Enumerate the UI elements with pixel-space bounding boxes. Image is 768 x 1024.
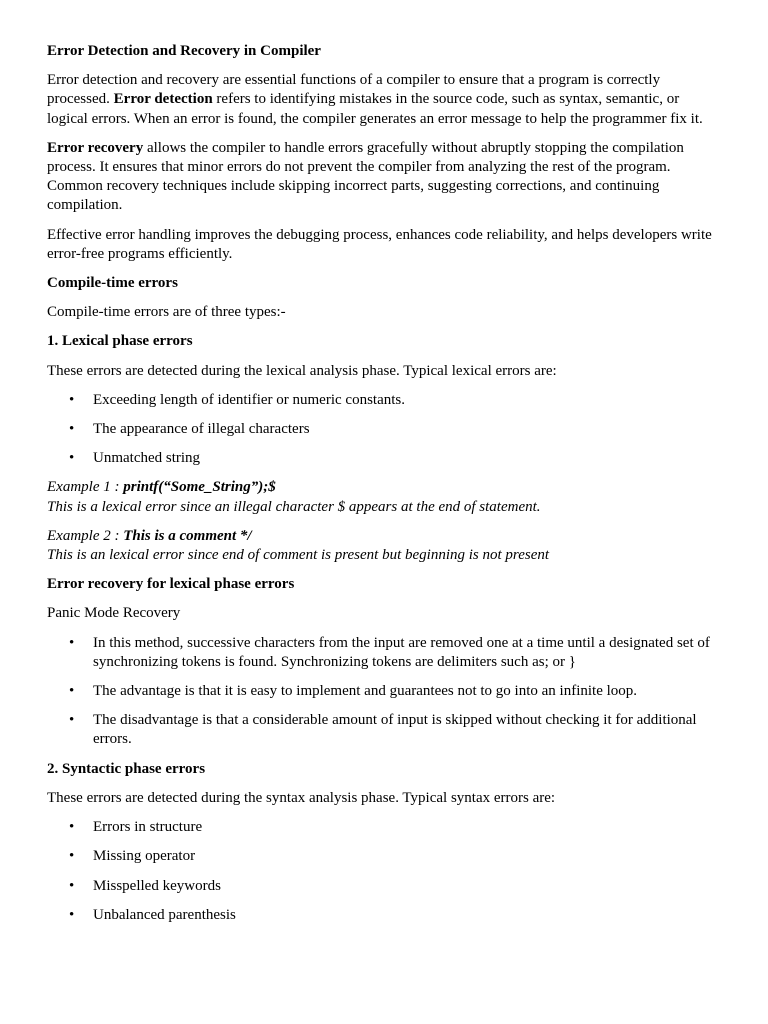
- lexical-text: These errors are detected during the lexical analysis phase. Typical lexical errors are:: [47, 362, 557, 379]
- intro-text: allows the compiler to handle errors gracefully without abruptly stopping the compilation process. It ensures that minor errors do not prevent the compiler from analyzing the rest of the program. Common recovery techniques include skipping incorrect parts, suggesting corrections, and continuing compilation.: [47, 139, 684, 214]
- intro-paragraph-2: [47, 139, 719, 216]
- bold-term-error-recovery: Error recovery: [47, 139, 144, 156]
- list-item: • The appearance of illegal characters: [93, 420, 719, 439]
- example-explanation: This is an lexical error since end of comment is present but beginning is not present: [47, 547, 550, 564]
- document-body: [47, 42, 719, 935]
- list-item: • The advantage is that it is easy to implement and guarantees not to go into an infinite loop.: [93, 682, 719, 701]
- example-code: This is a comment */: [123, 527, 252, 544]
- example-explanation: This is a lexical error since an illegal character $ appears at the end of statement.: [47, 498, 541, 515]
- intro-text: refers to identifying mistakes in the source code, such as syntax, semantic, or logical errors. When an error is found, the compiler generates an error message to help the programmer fix it.: [47, 91, 703, 127]
- section-heading-lexical-recovery: Error recovery for lexical phase errors: [47, 576, 295, 593]
- example-label: Example 2 :: [47, 527, 124, 544]
- intro-text: Error detection and recovery are essential functions of a compiler to ensure that a program is correctly processed.: [47, 72, 661, 108]
- syntactic-text: These errors are detected during the syntax analysis phase. Typical syntax errors are:: [47, 789, 556, 806]
- lexical-error-list: [47, 391, 719, 469]
- list-item: • In this method, successive characters from the input are removed one at a time until a designated set of synchronizing tokens is found. Synchronizing tokens are delimiters such as; or }: [93, 634, 719, 672]
- recovery-list: [47, 634, 719, 750]
- page-title: Error Detection and Recovery in Compiler: [47, 43, 321, 59]
- list-item: • Misspelled keywords: [93, 877, 719, 896]
- section-heading-lexical: 1. Lexical phase errors: [47, 333, 193, 350]
- example-2: [47, 527, 719, 565]
- example-1-line: [47, 478, 719, 497]
- example-label: Example 1 :: [47, 479, 124, 496]
- example-2-line: [47, 527, 719, 546]
- compile-time-text: Compile-time errors are of three types:-: [47, 304, 286, 321]
- list-item: • Errors in structure: [93, 818, 719, 837]
- list-item: • The disadvantage is that a considerable amount of input is skipped without checking it for additional errors.: [93, 711, 719, 749]
- list-item: • Unmatched string: [93, 449, 719, 468]
- intro-paragraph-1: [47, 71, 719, 129]
- section-heading-syntactic: 2. Syntactic phase errors: [47, 760, 206, 777]
- bold-term-error-detection: Error detection: [113, 91, 213, 108]
- list-item: • Exceeding length of identifier or numeric constants.: [93, 391, 719, 410]
- section-heading-compile-time: Compile-time errors: [47, 275, 178, 292]
- syntactic-error-list: [47, 818, 719, 925]
- intro-paragraph-3: Effective error handling improves the debugging process, enhances code reliability, and helps developers write error-free programs efficiently.: [47, 226, 712, 262]
- list-item: • Missing operator: [93, 847, 719, 866]
- example-code: printf(“Some_String”);$: [123, 479, 276, 496]
- example-1: [47, 478, 719, 516]
- lexical-recovery-text: Panic Mode Recovery: [47, 605, 181, 622]
- list-item: • Unbalanced parenthesis: [93, 906, 719, 925]
